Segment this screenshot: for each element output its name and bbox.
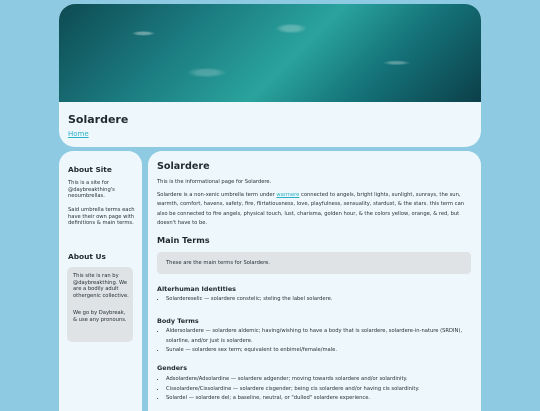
section-heading-body-terms: Body Terms <box>157 317 199 325</box>
list-item: • Cissolardere/Cissolardine — solardere cisgender; being cis solardere and/or having cis solardinity. <box>166 385 482 395</box>
about-us-box <box>67 267 133 342</box>
about-us-heading: About Us <box>68 252 106 261</box>
about-us-text-2: We go by Daybreak, & use any pronouns. <box>73 310 127 323</box>
section-heading-alterhuman: Alterhuman Identities <box>157 285 236 293</box>
list-item: • Solardel — solardere del; a baseline, neutral, or "dulled" solardere experience. <box>166 394 482 404</box>
warmere-link[interactable]: warmere <box>276 192 300 198</box>
main-content <box>148 151 481 411</box>
list-item: • Aldersolardere — solardere aldemic; having/wishing to have a body that is solardere, solardere-in-nature (SRDIN), solarline, and/or just is solardere. <box>166 327 482 346</box>
sidebar <box>59 151 142 411</box>
description-start: Solardere is a non-xenic umbrella term under <box>157 192 277 198</box>
main-terms-heading: Main Terms <box>157 235 210 245</box>
genders-list <box>157 375 482 404</box>
home-link[interactable]: Home <box>68 130 89 138</box>
list-item: • Sunale — solardere sex term; equivalent to enbimel/female/male. <box>166 346 482 356</box>
list-item: • Solardereselic — solardere constelic; steling the label solardere. <box>166 295 482 305</box>
body-terms-list <box>157 327 482 356</box>
intro-text: This is the informational page for Solardere. <box>157 179 272 185</box>
about-us-text-1: This site is ran by @daybreakthing. We are a bodily adult othergenic collective. <box>73 273 129 299</box>
ocean-banner-image <box>59 4 481 102</box>
description-text <box>157 191 467 229</box>
main-terms-note: These are the main terms for Solardere. <box>166 260 270 266</box>
section-heading-genders: Genders <box>157 364 187 372</box>
about-site-text-1: This is a site for @daybreakthing's neoumbrellas. <box>68 180 115 200</box>
main-terms-note-box <box>157 252 471 274</box>
header-card <box>59 4 481 147</box>
alterhuman-list <box>157 295 482 305</box>
site-title: Solardere <box>68 113 129 126</box>
about-site-text-2: Said umbrella terms each have their own page with definitions & main terms. <box>68 207 135 227</box>
about-site-heading: About Site <box>68 165 112 174</box>
list-item: • Adsolardere/Adsolardine — solardere adgender; moving towards solardere and/or solardinity. <box>166 375 482 385</box>
description-end: connected to angels, bright lights, sunlight, sunrays, the sun, warmth, comfort, havens, safety, fire, flirtatiousness, love, playfulness, sensuality, stardust, & the stars. this term can also be connected to fire angels, physical touch, lust, charisma, golden hour, & the colors yellow, orange, & red, but doesn't have to be. <box>157 192 465 227</box>
page-title: Solardere <box>157 161 210 172</box>
